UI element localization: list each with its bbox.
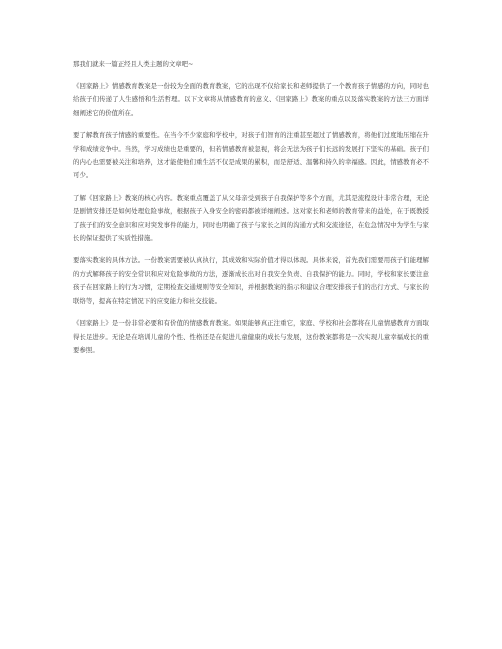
intro-line: 那我们就来一篇正经且人类主题的文章吧~ xyxy=(73,60,194,68)
paragraph-conclusion: 《回家路上》是一份非常必要和有价值的情感教育教案。如果能够真正注重它，家庭、学校和社会都将在儿童情感教育方面取得长足进步。无论是在培训儿童的个性、性格还是在促进儿童健康的成长与发展，这份教案都将是一次实现儿童幸福成长的重要参照。 xyxy=(73,319,429,354)
paragraph-implementation: 要落实教案的具体方法。一份教案需要被认真执行，其成效和实际价值才得以体现。具体来说，首先我们需要用孩子们能理解的方式解释孩子的安全常识和应对危险事故的方法，逐渐成长出对自我安全负责、自我保护的能力。同时，学校和家长要注意孩子在回家路上的行为习惯，定期检查交通规则等安全知识，并根据教案的指示和建议合理安排孩子们的出行方式、与家长的联络等，提高在特定情况下的应变能力和社交技能。 xyxy=(73,256,429,305)
paragraph-importance: 要了解教育孩子情感的重要性。在当今不少家庭和学校中，对孩子们智育的注重甚至超过了情感教育，将他们过度地压缩在升学和成绩竞争中。当然，学习成绩也是重要的，但若情感教育被忽视，将会无法为孩子们长远的发展打下坚实的基础。孩子们的内心也需要被关注和培养，这才能使他们重生活不仅是成果的累积，而是舒适、温馨和持久的幸福感。因此，情感教育必不可少。 xyxy=(73,131,429,180)
document-page xyxy=(73,58,429,366)
paragraph-core-content: 了解《回家路上》教案的核心内容。教案重点覆盖了从父母亲受到孩子自我保护等多个方面，尤其是流程设计非常合理，无论是剧情安排还是如何处理危险事故，根据孩子入身安全的密码都被详细阐述。这对家长和老师的教育带来的益处，在于既教授了孩子们的安全意识和应对突发事件的能力，同时也明确了孩子与家长之间的沟通方式和交流途径，在危急情况中为学生与家长的保证提供了实质性措施。 xyxy=(73,193,429,243)
paragraph-significance-overview: 《回家路上》情感教育教案是一份较为全面的教育教案，它的出现不仅给家长和老师提供了一个教育孩子情感的方向，同时也给孩子们传递了人生感悟和生活哲理。以下文章将从情感教育的意义、《回家路上》教案的重点以及落实教案的方法三方面详细阐述它的价值所在。 xyxy=(73,82,429,117)
